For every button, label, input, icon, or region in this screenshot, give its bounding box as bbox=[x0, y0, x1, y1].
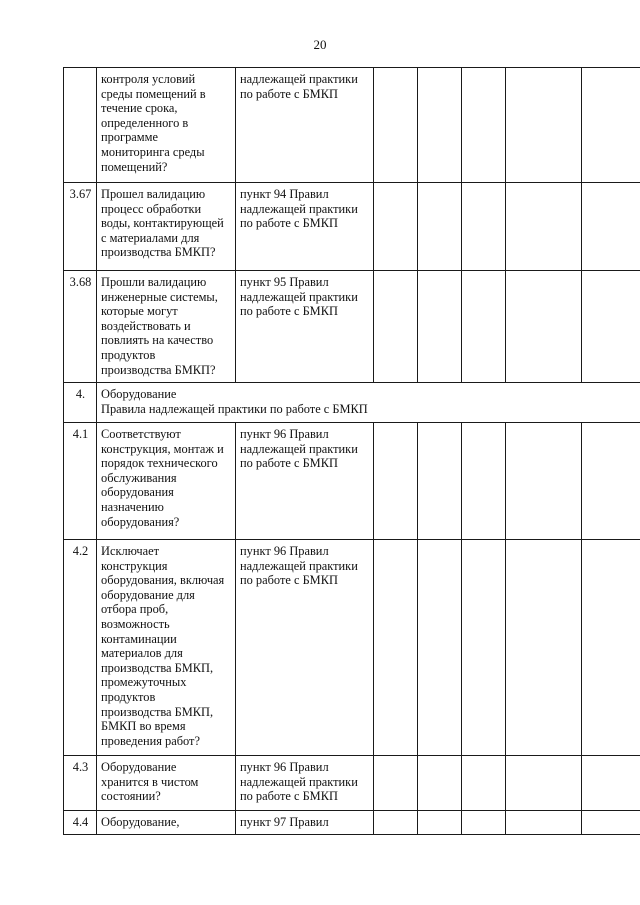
checklist-table bbox=[63, 67, 640, 835]
answer-na-cell[interactable] bbox=[462, 811, 506, 835]
answer-no-cell[interactable] bbox=[418, 540, 462, 756]
answer-yes-cell[interactable] bbox=[374, 756, 418, 811]
question-cell: контроля условий среды помещений в течение срока, определенного в программе мониторинга среды помещений? bbox=[97, 68, 236, 183]
extra-cell[interactable] bbox=[582, 423, 640, 540]
answer-no-cell[interactable] bbox=[418, 68, 462, 183]
answer-yes-cell[interactable] bbox=[374, 811, 418, 835]
answer-na-cell[interactable] bbox=[462, 183, 506, 271]
answer-yes-cell[interactable] bbox=[374, 540, 418, 756]
table-row bbox=[64, 811, 640, 835]
notes-cell[interactable] bbox=[506, 423, 582, 540]
question-cell: Прошел валидацию процесс обработки воды, контактирующей с материалами для производства БМКП? bbox=[97, 183, 236, 271]
answer-na-cell[interactable] bbox=[462, 756, 506, 811]
reference-cell: пункт 97 Правил bbox=[236, 811, 374, 835]
reference-cell: пункт 96 Правил надлежащей практики по работе с БМКП bbox=[236, 756, 374, 811]
notes-cell[interactable] bbox=[506, 540, 582, 756]
reference-cell: пункт 95 Правил надлежащей практики по работе с БМКП bbox=[236, 271, 374, 383]
answer-na-cell[interactable] bbox=[462, 68, 506, 183]
answer-yes-cell[interactable] bbox=[374, 423, 418, 540]
reference-cell: пункт 96 Правил надлежащей практики по работе с БМКП bbox=[236, 540, 374, 756]
question-cell: Соответствуют конструкция, монтаж и порядок технического обслуживания оборудования назначению оборудования? bbox=[97, 423, 236, 540]
answer-yes-cell[interactable] bbox=[374, 68, 418, 183]
answer-yes-cell[interactable] bbox=[374, 271, 418, 383]
table-row bbox=[64, 540, 640, 756]
answer-na-cell[interactable] bbox=[462, 271, 506, 383]
row-number: 3.68 bbox=[64, 271, 97, 383]
question-cell: Оборудование хранится в чистом состоянии? bbox=[97, 756, 236, 811]
page-number: 20 bbox=[313, 37, 327, 52]
answer-no-cell[interactable] bbox=[418, 423, 462, 540]
notes-cell[interactable] bbox=[506, 271, 582, 383]
table-row bbox=[64, 423, 640, 540]
question-cell: Оборудование, bbox=[97, 811, 236, 835]
answer-na-cell[interactable] bbox=[462, 540, 506, 756]
extra-cell[interactable] bbox=[582, 756, 640, 811]
notes-cell[interactable] bbox=[506, 811, 582, 835]
answer-no-cell[interactable] bbox=[418, 183, 462, 271]
table-row bbox=[64, 183, 640, 271]
notes-cell[interactable] bbox=[506, 756, 582, 811]
answer-no-cell[interactable] bbox=[418, 271, 462, 383]
answer-na-cell[interactable] bbox=[462, 423, 506, 540]
answer-no-cell[interactable] bbox=[418, 756, 462, 811]
answer-yes-cell[interactable] bbox=[374, 183, 418, 271]
extra-cell[interactable] bbox=[582, 271, 640, 383]
row-number: 4.2 bbox=[64, 540, 97, 756]
row-number: 3.67 bbox=[64, 183, 97, 271]
extra-cell[interactable] bbox=[582, 540, 640, 756]
table-row bbox=[64, 756, 640, 811]
extra-cell[interactable] bbox=[582, 68, 640, 183]
extra-cell[interactable] bbox=[582, 183, 640, 271]
answer-no-cell[interactable] bbox=[418, 811, 462, 835]
row-number: 4.3 bbox=[64, 756, 97, 811]
row-number: 4.1 bbox=[64, 423, 97, 540]
notes-cell[interactable] bbox=[506, 68, 582, 183]
section-title: Оборудование Правила надлежащей практики по работе с БМКП bbox=[97, 383, 640, 423]
row-number bbox=[64, 68, 97, 183]
table-row bbox=[64, 271, 640, 383]
section-number: 4. bbox=[64, 383, 97, 423]
notes-cell[interactable] bbox=[506, 183, 582, 271]
reference-cell: надлежащей практики по работе с БМКП bbox=[236, 68, 374, 183]
table-row bbox=[64, 68, 640, 183]
question-cell: Прошли валидацию инженерные системы, которые могут воздействовать и повлиять на качество продуктов производства БМКП? bbox=[97, 271, 236, 383]
row-number: 4.4 bbox=[64, 811, 97, 835]
reference-cell: пункт 94 Правил надлежащей практики по работе с БМКП bbox=[236, 183, 374, 271]
extra-cell[interactable] bbox=[582, 811, 640, 835]
section-row bbox=[64, 383, 640, 423]
question-cell: Исключает конструкция оборудования, включая оборудование для отбора проб, возможность контаминации материалов для производства БМКП, промежуточных продуктов производства БМКП, БМКП во время проведения работ? bbox=[97, 540, 236, 756]
reference-cell: пункт 96 Правил надлежащей практики по работе с БМКП bbox=[236, 423, 374, 540]
